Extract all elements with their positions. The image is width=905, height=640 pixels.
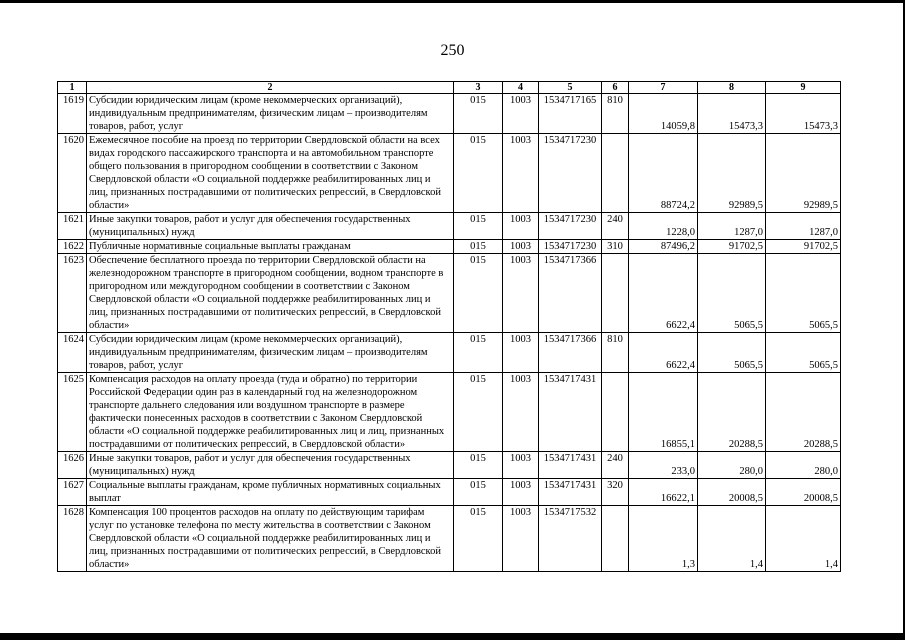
page-number: 250 [440, 42, 465, 59]
section-code: 1003 [503, 134, 539, 213]
header-cell: 9 [766, 82, 841, 94]
amount-col-8: 15473,3 [698, 94, 766, 134]
amount-col-7: 14059,8 [629, 94, 698, 134]
row-number: 1619 [58, 94, 87, 134]
target-article-code: 1534717230 [539, 134, 602, 213]
expense-type-code: 810 [602, 94, 629, 134]
expense-type-code: 310 [602, 240, 629, 254]
row-number: 1620 [58, 134, 87, 213]
target-article-code: 1534717532 [539, 506, 602, 572]
row-description: Субсидии юридическим лицам (кроме некоммерческих организаций), индивидуальным предпринимателям, физическим лицам – производителям товаров, работ, услуг [87, 333, 454, 373]
amount-col-9: 5065,5 [766, 333, 841, 373]
amount-col-7: 88724,2 [629, 134, 698, 213]
header-cell: 5 [539, 82, 602, 94]
table-row [58, 452, 841, 479]
target-article-code: 1534717431 [539, 373, 602, 452]
header-cell: 3 [454, 82, 503, 94]
amount-col-8: 20288,5 [698, 373, 766, 452]
ministry-code: 015 [454, 452, 503, 479]
section-code: 1003 [503, 479, 539, 506]
section-code: 1003 [503, 506, 539, 572]
table-row [58, 333, 841, 373]
amount-col-7: 16622,1 [629, 479, 698, 506]
header-cell: 2 [87, 82, 454, 94]
table-row [58, 240, 841, 254]
expense-type-code: 810 [602, 333, 629, 373]
table-row [58, 479, 841, 506]
table-row [58, 134, 841, 213]
amount-col-8: 5065,5 [698, 254, 766, 333]
ministry-code: 015 [454, 240, 503, 254]
row-description: Иные закупки товаров, работ и услуг для обеспечения государственных (муниципальных) нужд [87, 213, 454, 240]
expense-type-code: 240 [602, 452, 629, 479]
ministry-code: 015 [454, 373, 503, 452]
ministry-code: 015 [454, 213, 503, 240]
row-number: 1625 [58, 373, 87, 452]
amount-col-7: 6622,4 [629, 254, 698, 333]
row-description: Ежемесячное пособие на проезд по территории Свердловской области на всех видах городского пассажирского транспорта и на автомобильном транспорте общего пользования в пригородном сообщении в соответствии с Законом Свердловской области «О социальной поддержке реабилитированных лиц и лиц, признанных пострадавшими от политических репрессий, в Свердловской области» [87, 134, 454, 213]
row-description: Обеспечение бесплатного проезда по территории Свердловской области на железнодорожном транспорте в пригородном сообщении, водном транспорте в пригородном или междугородном сообщении в соответствии с Законом Свердловской области «О социальной поддержке реабилитированных лиц и лиц, признанных пострадавшими от политических репрессий, в Свердловской области» [87, 254, 454, 333]
amount-col-9: 20008,5 [766, 479, 841, 506]
header-cell: 4 [503, 82, 539, 94]
target-article-code: 1534717431 [539, 452, 602, 479]
ministry-code: 015 [454, 506, 503, 572]
section-code: 1003 [503, 94, 539, 134]
row-description: Социальные выплаты гражданам, кроме публичных нормативных социальных выплат [87, 479, 454, 506]
amount-col-9: 1,4 [766, 506, 841, 572]
row-description: Иные закупки товаров, работ и услуг для обеспечения государственных (муниципальных) нужд [87, 452, 454, 479]
row-number: 1626 [58, 452, 87, 479]
row-description: Публичные нормативные социальные выплаты гражданам [87, 240, 454, 254]
amount-col-7: 233,0 [629, 452, 698, 479]
header-cell: 7 [629, 82, 698, 94]
amount-col-7: 16855,1 [629, 373, 698, 452]
target-article-code: 1534717431 [539, 479, 602, 506]
amount-col-7: 1228,0 [629, 213, 698, 240]
row-number: 1627 [58, 479, 87, 506]
header-cell: 6 [602, 82, 629, 94]
section-code: 1003 [503, 213, 539, 240]
amount-col-8: 5065,5 [698, 333, 766, 373]
amount-col-8: 280,0 [698, 452, 766, 479]
expense-type-code: 240 [602, 213, 629, 240]
target-article-code: 1534717230 [539, 213, 602, 240]
expense-type-code [602, 506, 629, 572]
section-code: 1003 [503, 452, 539, 479]
amount-col-8: 20008,5 [698, 479, 766, 506]
expense-type-code: 320 [602, 479, 629, 506]
row-number: 1621 [58, 213, 87, 240]
amount-col-8: 1,4 [698, 506, 766, 572]
table-header-row [58, 82, 841, 94]
expense-type-code [602, 254, 629, 333]
expense-type-code [602, 134, 629, 213]
row-description: Компенсация 100 процентов расходов на оплату по действующим тарифам услуг по установке телефона по месту жительства в соответствии с Законом Свердловской области «О социальной поддержке реабилитированных лиц и лиц, признанных пострадавшими от политических репрессий, в Свердловской области» [87, 506, 454, 572]
ministry-code: 015 [454, 94, 503, 134]
section-code: 1003 [503, 373, 539, 452]
row-number: 1624 [58, 333, 87, 373]
header-cell: 8 [698, 82, 766, 94]
target-article-code: 1534717165 [539, 94, 602, 134]
table-row [58, 254, 841, 333]
section-code: 1003 [503, 254, 539, 333]
table-row [58, 213, 841, 240]
ministry-code: 015 [454, 333, 503, 373]
ministry-code: 015 [454, 479, 503, 506]
row-number: 1628 [58, 506, 87, 572]
table-body [58, 94, 841, 572]
row-description: Субсидии юридическим лицам (кроме некоммерческих организаций), индивидуальным предпринимателям, физическим лицам – производителям товаров, работ, услуг [87, 94, 454, 134]
amount-col-8: 1287,0 [698, 213, 766, 240]
target-article-code: 1534717230 [539, 240, 602, 254]
target-article-code: 1534717366 [539, 333, 602, 373]
amount-col-9: 1287,0 [766, 213, 841, 240]
amount-col-9: 280,0 [766, 452, 841, 479]
amount-col-9: 15473,3 [766, 94, 841, 134]
target-article-code: 1534717366 [539, 254, 602, 333]
amount-col-7: 6622,4 [629, 333, 698, 373]
table-row [58, 94, 841, 134]
ministry-code: 015 [454, 254, 503, 333]
expense-type-code [602, 373, 629, 452]
section-code: 1003 [503, 333, 539, 373]
section-code: 1003 [503, 240, 539, 254]
amount-col-8: 91702,5 [698, 240, 766, 254]
scan-border-bottom [0, 633, 905, 640]
amount-col-9: 5065,5 [766, 254, 841, 333]
budget-table [57, 81, 841, 572]
row-number: 1623 [58, 254, 87, 333]
amount-col-9: 92989,5 [766, 134, 841, 213]
ministry-code: 015 [454, 134, 503, 213]
amount-col-9: 91702,5 [766, 240, 841, 254]
scan-border-top [0, 0, 905, 3]
row-number: 1622 [58, 240, 87, 254]
header-cell: 1 [58, 82, 87, 94]
amount-col-8: 92989,5 [698, 134, 766, 213]
row-description: Компенсация расходов на оплату проезда (туда и обратно) по территории Российской Федерации один раз в календарный год на железнодорожном транспорте дальнего следования или воздушном транспорте в размере фактически понесенных расходов в соответствии с Законом Свердловской области «О социальной поддержке реабилитированных лиц и лиц, признанных пострадавшими от политических репрессий, в Свердловской области» [87, 373, 454, 452]
amount-col-7: 87496,2 [629, 240, 698, 254]
table-row [58, 373, 841, 452]
table-row [58, 506, 841, 572]
amount-col-9: 20288,5 [766, 373, 841, 452]
amount-col-7: 1,3 [629, 506, 698, 572]
